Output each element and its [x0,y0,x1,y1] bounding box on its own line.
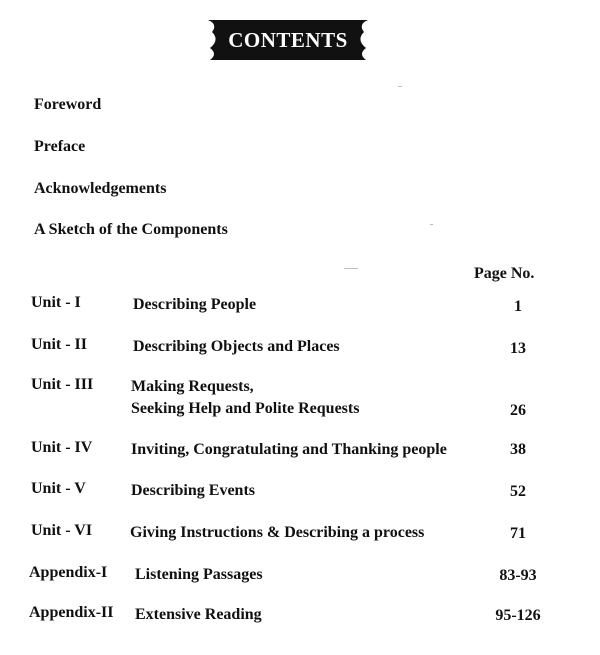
unit-label: Unit - V [31,480,86,497]
scan-speck [430,224,433,225]
unit-title: Giving Instructions & Describing a process [130,524,425,541]
unit-title: Describing People [133,296,257,313]
unit-title: Describing Objects and Places [133,338,340,355]
unit-label: Unit - II [31,336,88,353]
page-number: 95-126 [495,607,541,624]
page-title: CONTENTS [228,28,348,52]
front-matter-foreword: Foreword [34,96,102,113]
unit-title: Listening Passages [135,566,263,583]
unit-label: Unit - IV [31,439,93,456]
scan-speck [344,268,358,269]
page-number: 26 [510,402,526,419]
unit-label: Unit - VI [31,522,93,539]
page-number: 38 [510,441,526,458]
unit-title: Making Requests, Seeking Help and Polite Requests [131,378,360,417]
page-number: 83-93 [499,567,537,584]
page-number-header: Page No. [474,265,535,282]
page-number: 1 [514,298,522,315]
unit-label: Appendix-II [29,604,114,621]
unit-label: Unit - III [31,376,94,393]
unit-title: Extensive Reading [135,606,262,623]
page-number: 52 [510,483,526,500]
unit-title: Inviting, Congratulating and Thanking people [131,441,447,458]
unit-label: Unit - I [31,294,81,311]
page-number: 71 [510,525,526,542]
front-matter-preface: Preface [34,138,86,155]
scan-speck [398,86,402,87]
contents-banner [208,18,368,62]
unit-label: Appendix-I [29,564,108,581]
front-matter-acknowledgements: Acknowledgements [34,180,167,197]
unit-title: Describing Events [131,482,255,499]
front-matter-sketch: A Sketch of the Components [34,221,228,238]
page-number: 13 [510,340,526,357]
